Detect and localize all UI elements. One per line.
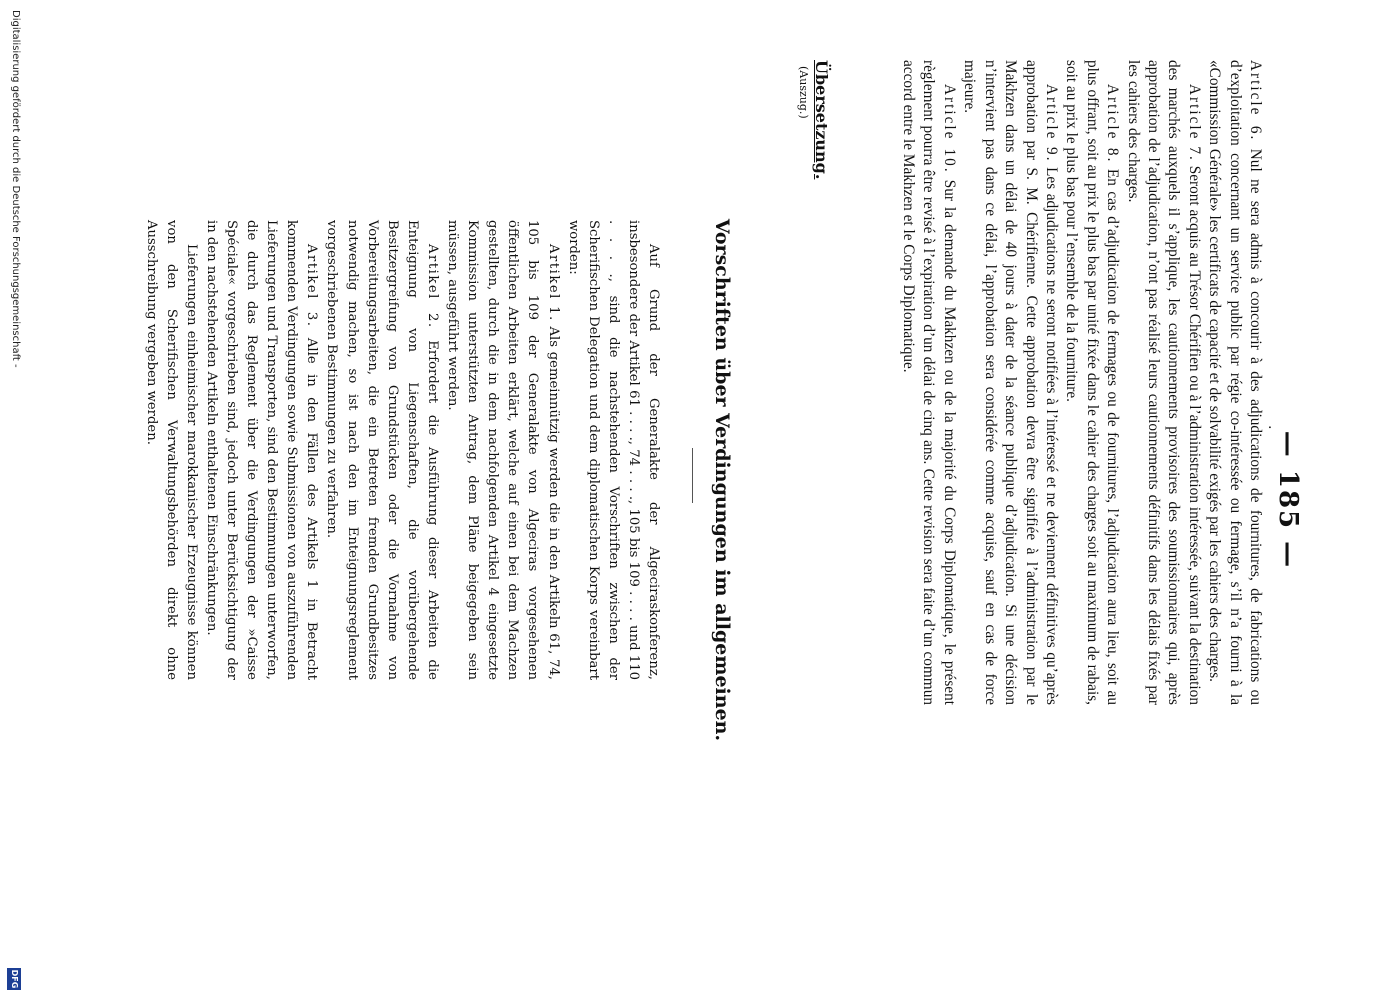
french-text-block bbox=[898, 60, 1265, 705]
article-label: Article 10. bbox=[940, 84, 958, 174]
translation-heading: Übersetzung. bbox=[812, 60, 831, 180]
page-number: — 185 — bbox=[1273, 430, 1303, 570]
article-label: Article 8. bbox=[1104, 84, 1122, 164]
french-article-9 bbox=[959, 60, 1061, 705]
article-label: Artikel 1. bbox=[545, 244, 561, 322]
german-preamble bbox=[563, 220, 663, 680]
article-label: Article 9. bbox=[1042, 84, 1060, 163]
funding-credit: Digitalisierung gefördert durch die Deutsche Forschungsgemeinschaft - bbox=[10, 10, 21, 368]
article-label: Article 7. bbox=[1185, 84, 1203, 162]
article-label: Article 6. bbox=[1247, 60, 1264, 142]
title-divider bbox=[692, 448, 693, 503]
german-section-title: Vorschriften über Verdingungen im allgemeinen. bbox=[711, 218, 733, 742]
article-text: Sur la demande du Makhzen ou de la majorité du Corps Diplomatique, le présent règlement pourra être revisé à l’expiration d’un délai de cinq ans. Cette revision sera faite d’un commun accord entre le Makhzen et le Corps Diplomatique. bbox=[900, 60, 958, 705]
article-label: Artikel 3. bbox=[304, 244, 320, 328]
digitization-footer bbox=[3, 0, 21, 1000]
article-text: En cas d’adjudication de fermages ou de fournitures, l’adjudication aura lieu, soit au plus offrant, soit au prix le plus bas par unité fixée dans le cahier des charges soit au maximum de rabais, soit au prix le plus bas pour l’ensemble de la fourniture. bbox=[1063, 60, 1122, 705]
page-dot: . bbox=[1265, 425, 1281, 430]
french-article-10 bbox=[898, 60, 959, 705]
german-text-block bbox=[141, 220, 663, 680]
german-artikel-1 bbox=[442, 220, 563, 680]
article-text: Nul ne sera admis à concourir à des adjudications de fournitures, de fabrications ou d’exploitation concernant un service public par régie co-intéressée ou fermage, s’il n’a fourni à la «Commission Générale» les certificats de capacité et de solvabilité exigés par les cahiers des charges. bbox=[1206, 60, 1264, 705]
article-text: Alle in den Fällen des Artikels 1 in Betracht kommenden Verdingungen sowie Submissionen von auszuführenden Lieferungen und Transporten, sind den Bestimmungen unterworfen, die durch das Reglement über die Verdingungen der »Caisse Spéciale« vorgeschrieben sind, jedoch unter Berücksichtigung der in den nachstehenden Artikeln enthaltenen Einschränkungen. bbox=[203, 220, 320, 680]
article-text: Als gemeinnützig werden die in den Artikeln 61, 74, 105 bis 109 der Generalakte von Algeciras vorgesehenen öffentlichen Arbeiten erklärt, welche auf einen bei dem Machzen gestellten, durch die in dem nachfolgenden Artikel 4 eingesetzte Kommission unterstützten Antrag, dem Pläne beigegeben sein müssen, ausgeführt werden. bbox=[445, 220, 561, 680]
article-text: Erfordert die Ausführung dieser Arbeiten die Enteignung von Liegenschaften, die vorübergehende Besitzergreifung von Grundstücken oder die Vornahme von Vorbereitungsarbeiten, die ein Betreten fremden Grundbesitzes notwendig machen, so ist nach den im Enteignungsreglement vorgeschriebenen Bestimmungen zu verfahren. bbox=[324, 220, 440, 680]
excerpt-note: (Auszug.) bbox=[797, 66, 810, 119]
french-article-8 bbox=[1061, 60, 1122, 705]
german-artikel-2 bbox=[321, 220, 442, 680]
french-article-6 bbox=[1204, 60, 1265, 705]
article-text: Lieferungen einheimischer marokkanischer Erzeugnisse können von den Scherifischen Verwaltungsbehörden direkt ohne Ausschreibung vergeben werden. bbox=[143, 220, 199, 680]
article-text: Seront acquis au Trésor Chérifien ou à l’administration intéressée, suivant la destination des marchés auxquels il s’applique, les cautionnements provisoires des soumissionnaires qui, après approbation de l’adjudication, n’ont pas réalisé leurs cautionnements définitifs dans les délais fixés par les cahiers des charges. bbox=[1124, 60, 1203, 705]
french-article-7 bbox=[1122, 60, 1204, 705]
article-label: Artikel 2. bbox=[424, 244, 440, 329]
article-text: Les adjudications ne seront notifiées à l’intéressé et ne deviennent définitives qu’après approbation par S. M. Chérifienne. Cette approbation devra être signifiée à l’administration par le Makhzen dans un délai de 40 jours à dater de la séance publique d’adjudication. Si une décision n’intervient pas dans ce délai, l’approbation sera considérée comme acquise, sauf en cas de force majeure. bbox=[961, 60, 1060, 705]
german-supply-note bbox=[141, 220, 201, 680]
german-artikel-3 bbox=[201, 220, 322, 680]
translation-heading-block bbox=[797, 60, 831, 180]
dfg-logo: DFG bbox=[7, 968, 21, 990]
article-text: Auf Grund der Generalakte der Algeciraskonferenz, insbesondere der Artikel 61 . . . ., 74 . . . ., 105 bis 109 . . . . und 110 . . . ., sind die nachstehenden Vorschriften zwischen der Scherifischen Delegation und dem diplomatischen Korps vereinbart worden: bbox=[565, 220, 661, 680]
